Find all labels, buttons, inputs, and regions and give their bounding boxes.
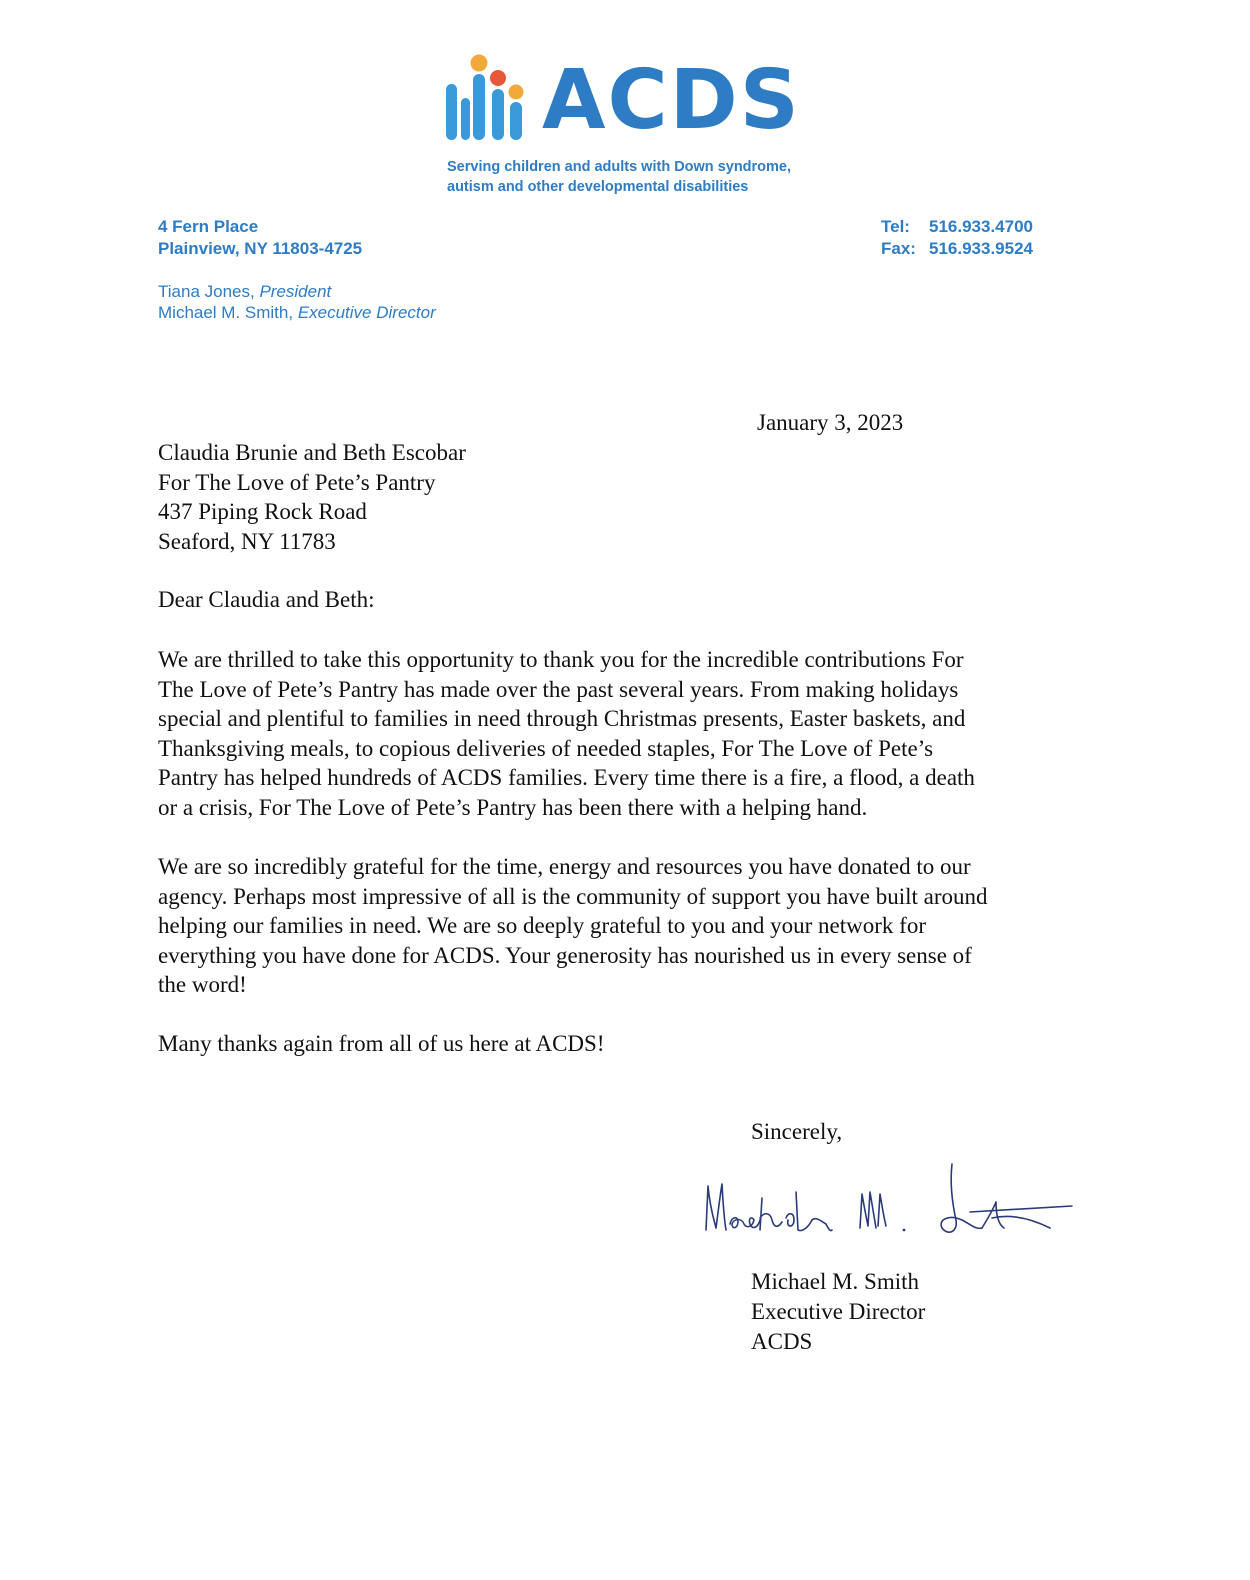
tel-line [881, 216, 1033, 238]
fax-value: 516.933.9524 [929, 239, 1033, 258]
logo-wordmark: ACDS [542, 53, 801, 148]
tagline-line: Serving children and adults with Down syndrome, [447, 159, 792, 175]
tel-value: 516.933.4700 [929, 217, 1033, 236]
paragraph-line: The Love of Pete’s Pantry has made over the past several years. From making holidays [158, 676, 959, 702]
recipient-line: Claudia Brunie and Beth Escobar [158, 440, 466, 465]
paragraph-line: We are thrilled to take this opportunity to thank you for the incredible contributions For [158, 647, 964, 672]
tagline-line: autism and other developmental disabilities [447, 178, 749, 195]
paragraph-line: special and plentiful to families in need through Christmas presents, Easter baskets, and [158, 706, 966, 732]
acds-logo [446, 52, 806, 148]
sender-address [158, 216, 362, 260]
officers-list [158, 281, 436, 323]
body-paragraph-2 [158, 852, 1098, 1000]
paragraph-line: the word! [158, 972, 247, 998]
address-line: 4 Fern Place [158, 217, 259, 236]
address-line: Plainview, NY 11803-4725 [158, 239, 363, 258]
officer-name: Michael M. Smith, [158, 303, 298, 322]
paragraph-line: everything you have done for ACDS. Your generosity has nourished us in every sense of [158, 942, 972, 968]
paragraph-line: We are so incredibly grateful for the time, energy and resources you have donated to our [158, 854, 971, 879]
logo-tagline [447, 158, 791, 197]
officer-name: Tiana Jones, [158, 282, 260, 301]
tel-label: Tel: [881, 217, 910, 236]
paragraph-line: helping our families in need. We are so deeply grateful to you and your network for [158, 913, 926, 939]
recipient-address [158, 438, 466, 556]
paragraph-line: or a crisis, For The Love of Pete’s Pantry has been there with a helping hand. [158, 794, 868, 820]
signer-title: Executive Director [751, 1298, 926, 1324]
signer-organization: ACDS [751, 1328, 813, 1354]
paragraph-line: Thanksgiving meals, to copious deliveries of needed staples, For The Love of Pete’s [158, 735, 934, 761]
officer-executive-director [158, 302, 436, 323]
officer-president [158, 281, 436, 302]
paragraph-line: Pantry has helped hundreds of ACDS families. Every time there is a fire, a flood, a death [158, 765, 975, 791]
body-paragraph-1 [158, 645, 1098, 823]
signer-name: Michael M. Smith [751, 1269, 920, 1294]
officer-title: President [259, 282, 332, 301]
salutation: Dear Claudia and Beth: [158, 587, 375, 612]
recipient-line: 437 Piping Rock Road [158, 499, 367, 524]
sender-contact [881, 216, 1033, 260]
paragraph-line: agency. Perhaps most impressive of all is the community of support you have built around [158, 883, 988, 909]
officer-title: Executive Director [297, 303, 436, 322]
fax-label: Fax: [881, 239, 916, 258]
acds-people-icon [446, 52, 536, 144]
sign-off: Sincerely, [751, 1119, 843, 1144]
letter-date: January 3, 2023 [757, 410, 904, 435]
recipient-line: For The Love of Pete’s Pantry [158, 469, 436, 495]
closing-line: Many thanks again from all of us here at ACDS! [158, 1031, 605, 1056]
handwritten-signature [700, 1158, 1080, 1250]
signer-block [751, 1267, 925, 1356]
fax-line [881, 238, 1033, 260]
recipient-line: Seaford, NY 11783 [158, 528, 336, 554]
